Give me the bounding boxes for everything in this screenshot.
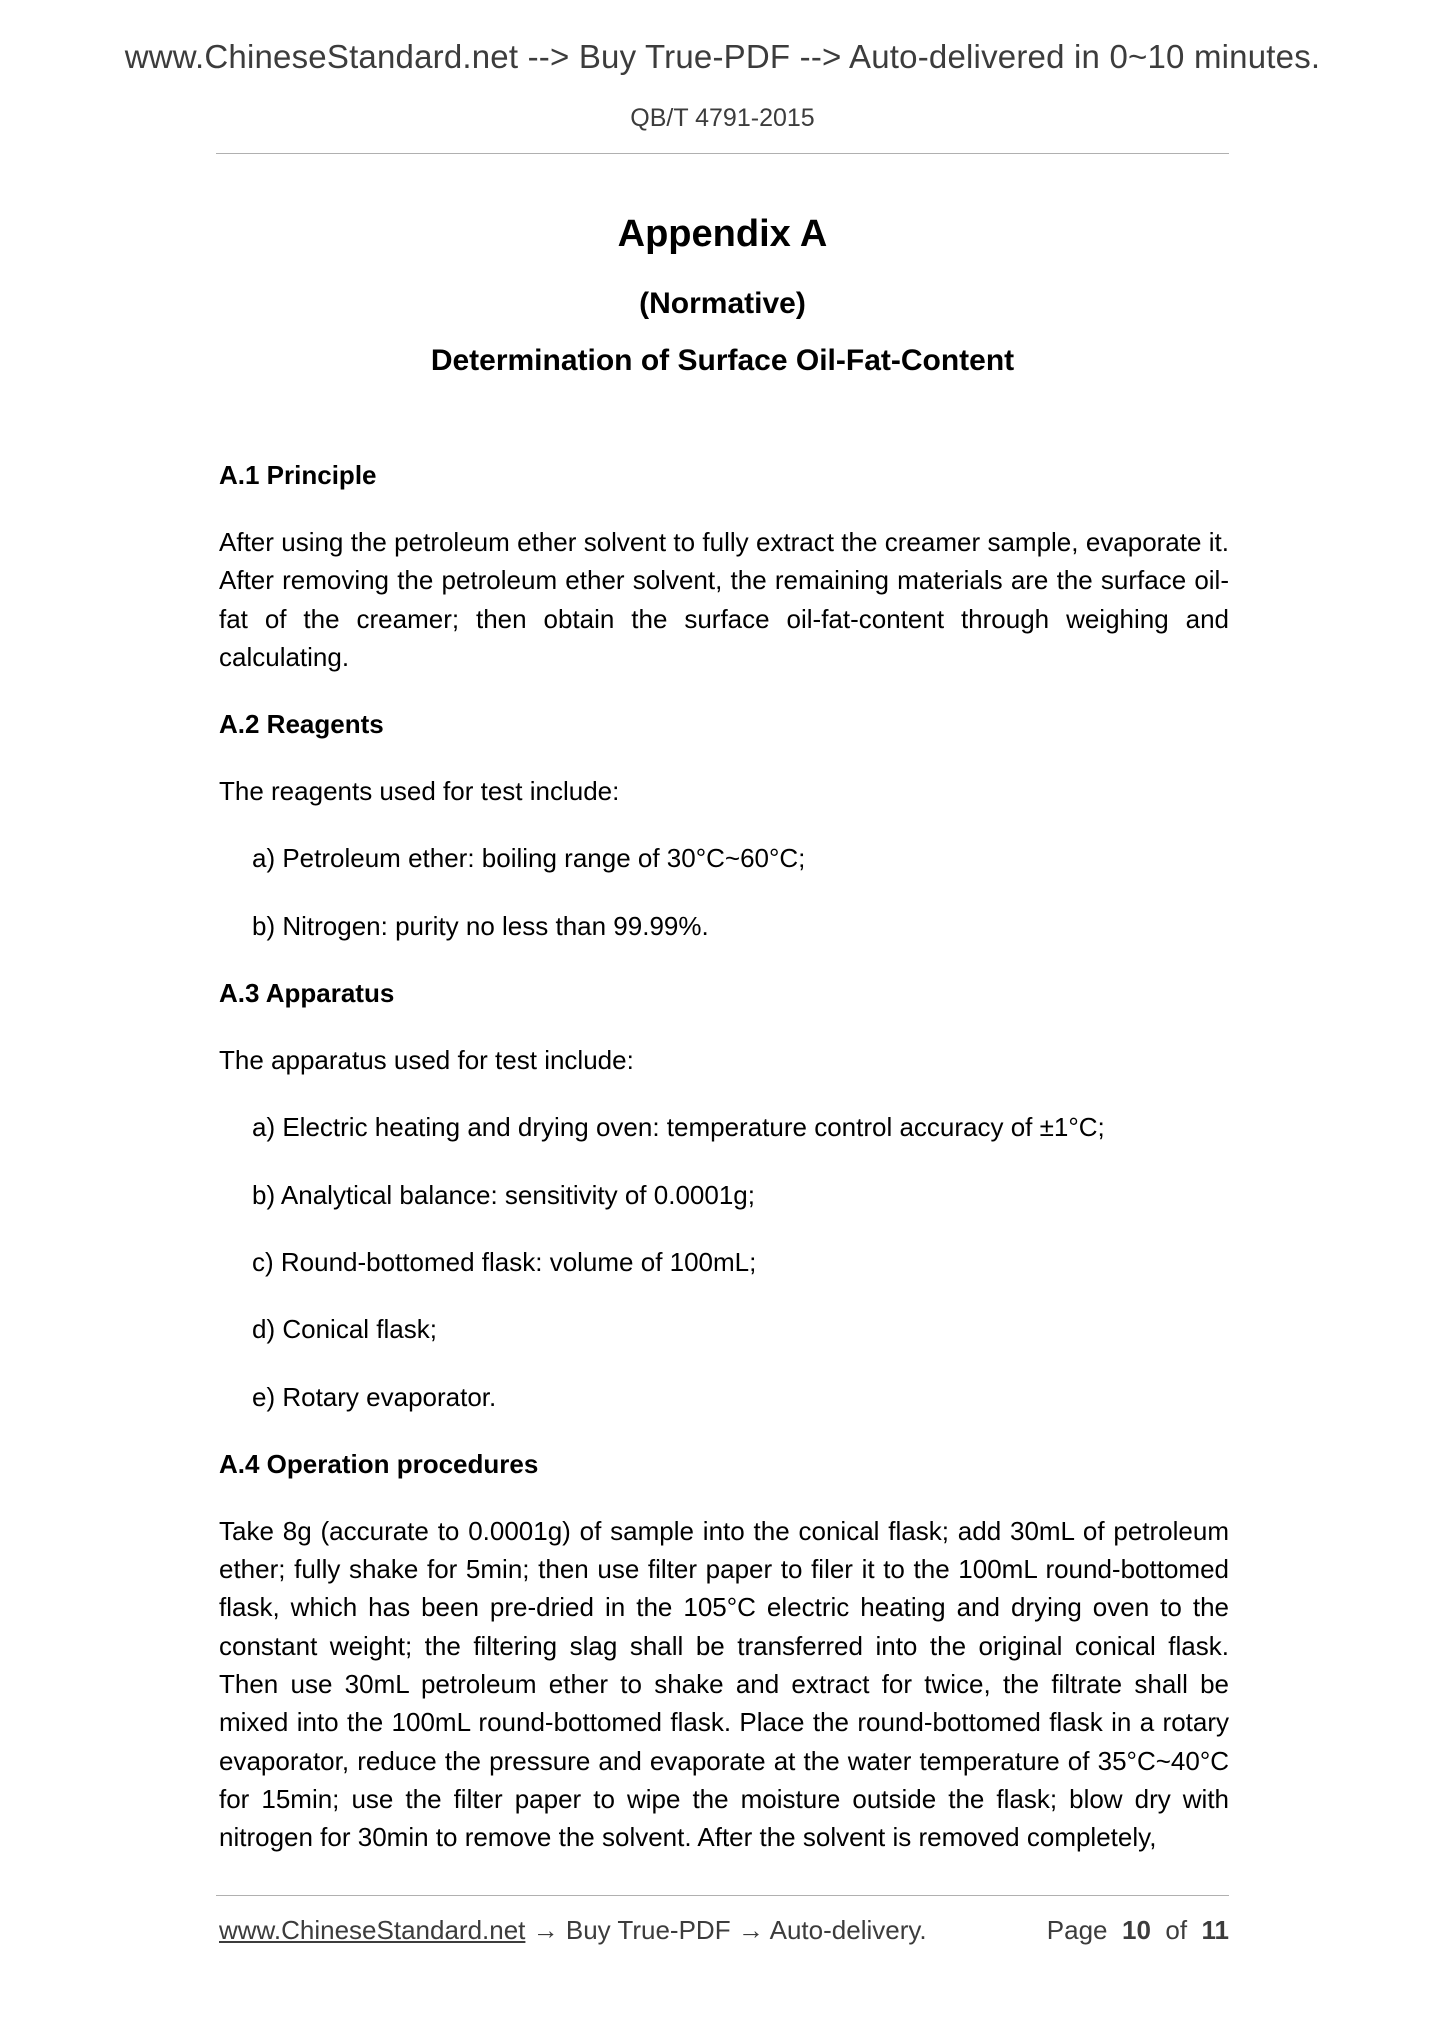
apparatus-item-round-flask: c) Round-bottomed flask: volume of 100mL; — [252, 1246, 757, 1277]
header-divider — [216, 153, 1229, 154]
apparatus-item-conical-flask: d) Conical flask; — [252, 1314, 437, 1345]
procedures-paragraph: Take 8g (accurate to 0.0001g) of sample into the conical flask; add 30mL of petroleum ether; fully shake for 5min; then use filter paper to filer it to the 100mL round-bottomed flask, which has been pre-dried in the 105°C electric heating and drying oven to the constant weight; the filtering slag shall be transferred into the original conical flask. Then use 30mL petroleum ether to shake and extract for twice, the filtrate shall be mixed into the 100mL round-bottomed flask. Place the round-bottomed flask in a rotary evaporator, reduce the pressure and evaporate at the water temperature of 35°C~40°C for 15min; use the filter paper to wipe the moisture outside the flask; blow dry with nitrogen for 30min to remove the solvent. After the solvent is removed completely, — [219, 1515, 1229, 1853]
page-indicator — [1047, 1915, 1229, 1946]
principle-paragraph: After using the petroleum ether solvent to fully extract the creamer sample, evaporate it. After removing the petroleum ether solvent, the remaining materials are the surface oil-fat of the creamer; then obtain the surface oil-fat-content through weighing and calculating. — [219, 527, 1229, 672]
apparatus-item-oven: a) Electric heating and drying oven: temperature control accuracy of ±1°C; — [252, 1112, 1105, 1143]
footer-divider — [216, 1895, 1229, 1896]
site-banner: www.ChineseStandard.net --> Buy True-PDF --> Auto-delivered in 0~10 minutes. — [124, 38, 1321, 75]
section-heading-apparatus: A.3 Apparatus — [219, 978, 395, 1009]
page-label: Page — [1046, 1915, 1108, 1945]
document-body — [219, 456, 1229, 1857]
footer-delivery-text: Auto-delivery. — [769, 1915, 927, 1945]
reagents-intro: The reagents used for test include: — [219, 776, 620, 807]
footer-buy-text: Buy True-PDF — [565, 1915, 731, 1945]
page-total: 11 — [1201, 1915, 1229, 1945]
appendix-subject: Determination of Surface Oil-Fat-Content — [430, 344, 1015, 377]
arrow-right-icon: → — [532, 1915, 559, 1945]
page-of: of — [1165, 1915, 1188, 1945]
reagent-item-nitrogen: b) Nitrogen: purity no less than 99.99%. — [252, 910, 709, 941]
footer-promo — [219, 1915, 927, 1946]
apparatus-intro: The apparatus used for test include: — [219, 1045, 634, 1076]
page-current: 10 — [1121, 1915, 1151, 1945]
section-heading-principle: A.1 Principle — [219, 460, 377, 490]
section-heading-reagents: A.2 Reagents — [219, 709, 384, 740]
apparatus-item-rotary-evaporator: e) Rotary evaporator. — [252, 1381, 497, 1412]
footer-site-link[interactable]: www.ChineseStandard.net — [219, 1915, 526, 1945]
section-heading-procedures: A.4 Operation procedures — [219, 1448, 539, 1479]
appendix-type: (Normative) — [639, 287, 806, 320]
standard-number: QB/T 4791-2015 — [630, 104, 815, 132]
apparatus-item-balance: b) Analytical balance: sensitivity of 0.0001g; — [252, 1179, 755, 1210]
reagent-item-petroleum-ether: a) Petroleum ether: boiling range of 30°C~60°C; — [252, 843, 806, 874]
arrow-right-icon: → — [737, 1915, 764, 1945]
appendix-title: Appendix A — [617, 213, 828, 255]
